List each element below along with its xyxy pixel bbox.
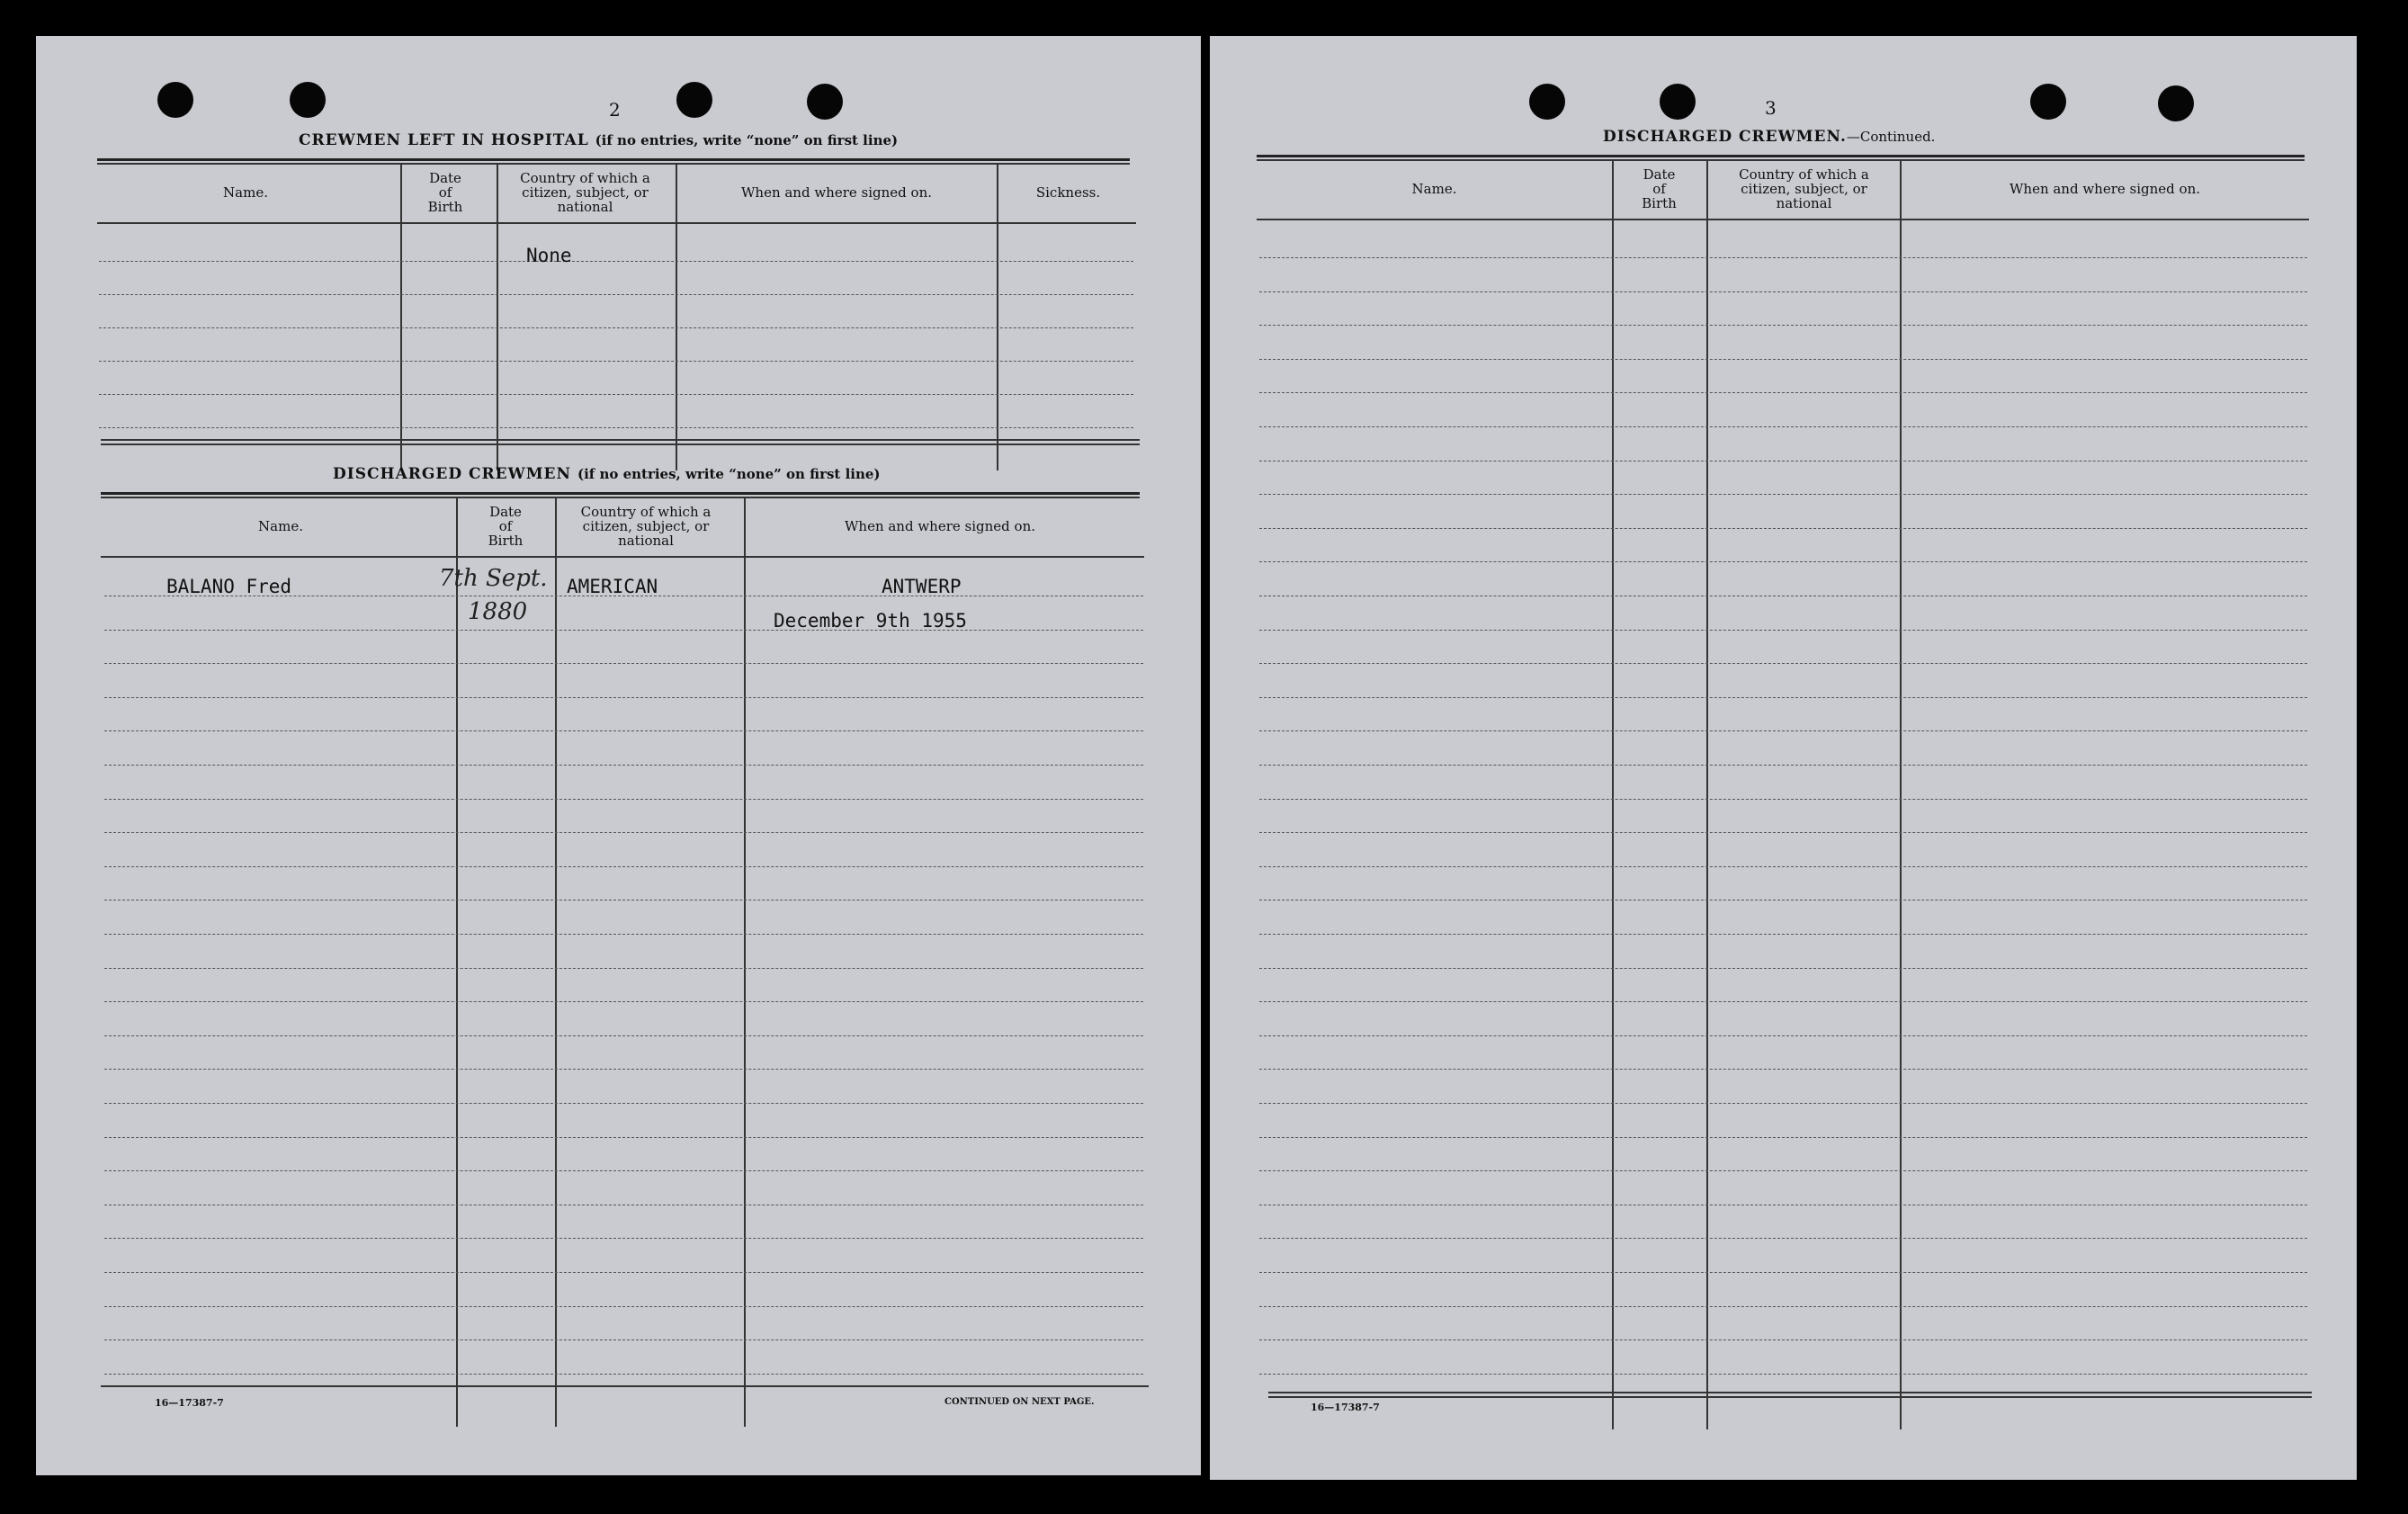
right-header-name: Name. bbox=[1411, 181, 1457, 197]
discharged-header-rule bbox=[101, 556, 1144, 558]
punch-hole bbox=[1660, 84, 1696, 120]
discharged-title-text: DISCHARGED CREWMEN bbox=[333, 465, 572, 483]
entry-line bbox=[104, 1069, 1143, 1070]
discharged-header-signed: When and where signed on. bbox=[844, 518, 1035, 534]
entry-line bbox=[1259, 325, 2307, 326]
entry-line bbox=[1259, 392, 2307, 393]
entry-line bbox=[1259, 1001, 2307, 1002]
col-divider bbox=[1612, 161, 1614, 1429]
right-header-country: Country of which a citizen, subject, or national bbox=[1739, 166, 1869, 211]
entry-line bbox=[1259, 832, 2307, 833]
entry-line bbox=[99, 261, 1133, 262]
discharged-header-country: Country of which a citizen, subject, or national bbox=[580, 504, 712, 549]
punch-hole bbox=[290, 82, 326, 118]
entry-line bbox=[1259, 968, 2307, 969]
hospital-header-dob: Date of Birth bbox=[427, 170, 463, 215]
entry-line bbox=[104, 1170, 1143, 1171]
entry-line bbox=[104, 1374, 1143, 1375]
continued-note: CONTINUED ON NEXT PAGE. bbox=[944, 1397, 1095, 1407]
hospital-header-name: Name. bbox=[223, 184, 268, 201]
entry-line bbox=[99, 394, 1133, 395]
entry-line bbox=[1259, 866, 2307, 867]
hospital-header-sickness: Sickness. bbox=[1035, 184, 1101, 201]
entry-line bbox=[1259, 1170, 2307, 1171]
entry-line bbox=[1259, 1306, 2307, 1307]
right-bottom-rule-2 bbox=[1268, 1396, 2312, 1398]
punch-hole bbox=[2158, 85, 2194, 121]
entry-line bbox=[104, 934, 1143, 935]
col-divider bbox=[1900, 161, 1902, 1429]
entry-line bbox=[104, 866, 1143, 867]
entry-line bbox=[104, 1001, 1143, 1002]
entry-line bbox=[104, 799, 1143, 800]
entry-line bbox=[1259, 697, 2307, 698]
entry-line bbox=[104, 832, 1143, 833]
right-top-rule-2 bbox=[1257, 159, 2305, 161]
col-divider bbox=[400, 165, 402, 470]
hospital-section-title bbox=[299, 131, 898, 149]
entry-line bbox=[1259, 494, 2307, 495]
left-page bbox=[36, 36, 1201, 1475]
hospital-bottom-rule bbox=[101, 439, 1140, 441]
page-number: 3 bbox=[1765, 97, 1777, 119]
entry-line bbox=[1259, 1103, 2307, 1104]
col-divider bbox=[744, 498, 746, 1427]
entry-line bbox=[104, 697, 1143, 698]
entry-line bbox=[1259, 1374, 2307, 1375]
entry-line bbox=[99, 327, 1133, 328]
entry-line bbox=[104, 1137, 1143, 1138]
form-number: 16—17387-7 bbox=[155, 1397, 224, 1409]
page-number: 2 bbox=[609, 99, 621, 121]
col-divider bbox=[555, 498, 557, 1427]
discharged-continued-title bbox=[1603, 128, 1935, 146]
punch-hole bbox=[2030, 84, 2066, 120]
col-divider bbox=[676, 165, 677, 470]
entry-line bbox=[99, 361, 1133, 362]
entry-line bbox=[1259, 799, 2307, 800]
hospital-entry-none: None bbox=[526, 245, 572, 266]
discharged-header-name: Name. bbox=[258, 518, 303, 534]
entry-line bbox=[1259, 426, 2307, 427]
right-bottom-rule bbox=[1268, 1392, 2312, 1393]
hospital-top-rule-2 bbox=[97, 163, 1130, 165]
entry-line bbox=[1259, 1272, 2307, 1273]
col-divider bbox=[497, 165, 498, 470]
entry-line bbox=[1259, 257, 2307, 258]
hospital-title-note: (if no entries, write “none” on first line) bbox=[595, 132, 899, 148]
crew-dob-line1: 7th Sept. bbox=[439, 565, 548, 592]
col-divider bbox=[456, 498, 458, 1427]
hospital-title-text: CREWMEN LEFT IN HOSPITAL bbox=[299, 131, 589, 149]
discharged-top-rule bbox=[101, 492, 1140, 495]
entry-line bbox=[1259, 630, 2307, 631]
entry-line bbox=[99, 427, 1133, 428]
right-header-signed: When and where signed on. bbox=[2009, 181, 2200, 197]
entry-line bbox=[104, 1238, 1143, 1239]
crew-signed-date: December 9th 1955 bbox=[774, 610, 967, 632]
discharged-section-title bbox=[333, 465, 881, 483]
entry-line bbox=[104, 730, 1143, 731]
entry-line bbox=[104, 1035, 1143, 1036]
entry-line bbox=[1259, 1137, 2307, 1138]
entry-line bbox=[1259, 561, 2307, 562]
entry-line bbox=[104, 765, 1143, 766]
punch-hole bbox=[1529, 84, 1565, 120]
hospital-top-rule bbox=[97, 158, 1130, 161]
entry-line bbox=[1259, 528, 2307, 529]
continued-label: —Continued. bbox=[1846, 129, 1936, 145]
entry-line bbox=[1259, 1069, 2307, 1070]
entry-line bbox=[104, 1306, 1143, 1307]
right-top-rule bbox=[1257, 155, 2305, 157]
discharged-header-dob: Date of Birth bbox=[488, 504, 524, 549]
entry-line bbox=[104, 630, 1143, 631]
discharged-continued-title-text: DISCHARGED CREWMEN. bbox=[1603, 128, 1847, 146]
entry-line bbox=[1259, 765, 2307, 766]
entry-line bbox=[99, 294, 1133, 295]
entry-line bbox=[1259, 359, 2307, 360]
col-divider bbox=[1706, 161, 1708, 1429]
hospital-header-signed: When and where signed on. bbox=[740, 184, 932, 201]
hospital-header-country: Country of which a citizen, subject, or national bbox=[520, 170, 650, 215]
right-header-rule bbox=[1257, 219, 2309, 220]
entry-line bbox=[1259, 1339, 2307, 1340]
entry-line bbox=[104, 968, 1143, 969]
entry-line bbox=[1259, 934, 2307, 935]
punch-hole bbox=[676, 82, 712, 118]
crew-dob-line2: 1880 bbox=[468, 598, 528, 625]
entry-line bbox=[1259, 1238, 2307, 1239]
entry-line bbox=[104, 1272, 1143, 1273]
punch-hole bbox=[157, 82, 193, 118]
entry-line bbox=[104, 1339, 1143, 1340]
crew-country: AMERICAN bbox=[567, 576, 658, 597]
entry-line bbox=[1259, 730, 2307, 731]
entry-line bbox=[1259, 291, 2307, 292]
crew-signed-place: ANTWERP bbox=[882, 576, 962, 597]
hospital-bottom-rule-2 bbox=[101, 443, 1140, 445]
entry-line bbox=[104, 663, 1143, 664]
entry-line bbox=[1259, 1035, 2307, 1036]
entry-line bbox=[104, 1103, 1143, 1104]
form-number: 16—17387-7 bbox=[1311, 1402, 1380, 1413]
crew-name: BALANO Fred bbox=[166, 576, 292, 597]
discharged-top-rule-2 bbox=[101, 497, 1140, 498]
discharged-title-note: (if no entries, write “none” on first line) bbox=[577, 466, 881, 482]
punch-hole bbox=[807, 84, 843, 120]
right-page bbox=[1210, 36, 2357, 1480]
discharged-bottom-rule bbox=[101, 1385, 1149, 1387]
hospital-header-rule bbox=[97, 222, 1136, 224]
right-header-dob: Date of Birth bbox=[1642, 166, 1677, 211]
entry-line bbox=[1259, 663, 2307, 664]
col-divider bbox=[997, 165, 998, 470]
